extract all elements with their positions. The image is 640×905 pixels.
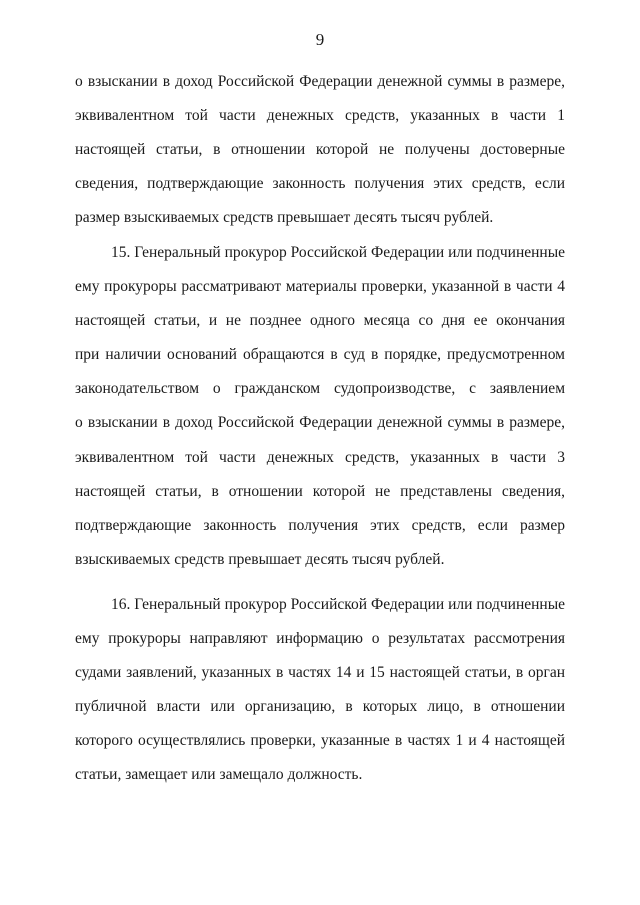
text-line: статьи, замещает или замещало должность.: [75, 766, 363, 784]
text-line: 15. Генеральный прокурор Российской Федерации или подчиненные: [111, 244, 565, 261]
text-line: ему прокуроры рассматривают материалы проверки, указанной в части 4: [75, 278, 565, 296]
text-line: 16. Генеральный прокурор Российской Федерации или подчиненные: [111, 596, 565, 613]
text-line: подтверждающие законность получения этих средств, если размер: [75, 516, 565, 534]
text-line: при наличии оснований обращаются в суд в порядке, предусмотренном: [75, 346, 565, 364]
text-line: о взыскании в доход Российской Федерации денежной суммы в размере,: [75, 414, 565, 432]
text-line: законодательством о гражданском судопроизводстве, с заявлением: [75, 380, 565, 398]
text-line: судами заявлений, указанных в частях 14 и 15 настоящей статьи, в орган: [75, 664, 565, 682]
text-line: публичной власти или организацию, в которых лицо, в отношении: [75, 698, 565, 716]
text-line: размер взыскиваемых средств превышает десять тысяч рублей.: [75, 209, 494, 227]
text-line: которого осуществлялись проверки, указанные в частях 1 и 4 настоящей: [75, 732, 565, 750]
text-line: настоящей статьи, в отношении которой не представлены сведения,: [75, 482, 565, 500]
text-line: настоящей статьи, в отношении которой не получены достоверные: [75, 141, 565, 159]
text-line: ему прокуроры направляют информацию о результатах рассмотрения: [75, 630, 565, 648]
page-number: 9: [315, 30, 325, 49]
text-line: эквивалентном той части денежных средств, указанных в части 3: [75, 448, 565, 466]
text-line: настоящей статьи, и не позднее одного месяца со дня ее окончания: [75, 312, 565, 330]
text-line: сведения, подтверждающие законность получения этих средств, если: [75, 175, 565, 193]
text-line: эквивалентном той части денежных средств, указанных в части 1: [75, 107, 565, 125]
paragraph-part-14-continuation: [75, 72, 565, 242]
paragraph-part-16: [75, 595, 565, 800]
paragraph-part-15: [75, 243, 565, 584]
text-line: взыскиваемых средств превышает десять тысяч рублей.: [75, 550, 445, 568]
text-line: о взыскании в доход Российской Федерации денежной суммы в размере,: [75, 73, 565, 90]
